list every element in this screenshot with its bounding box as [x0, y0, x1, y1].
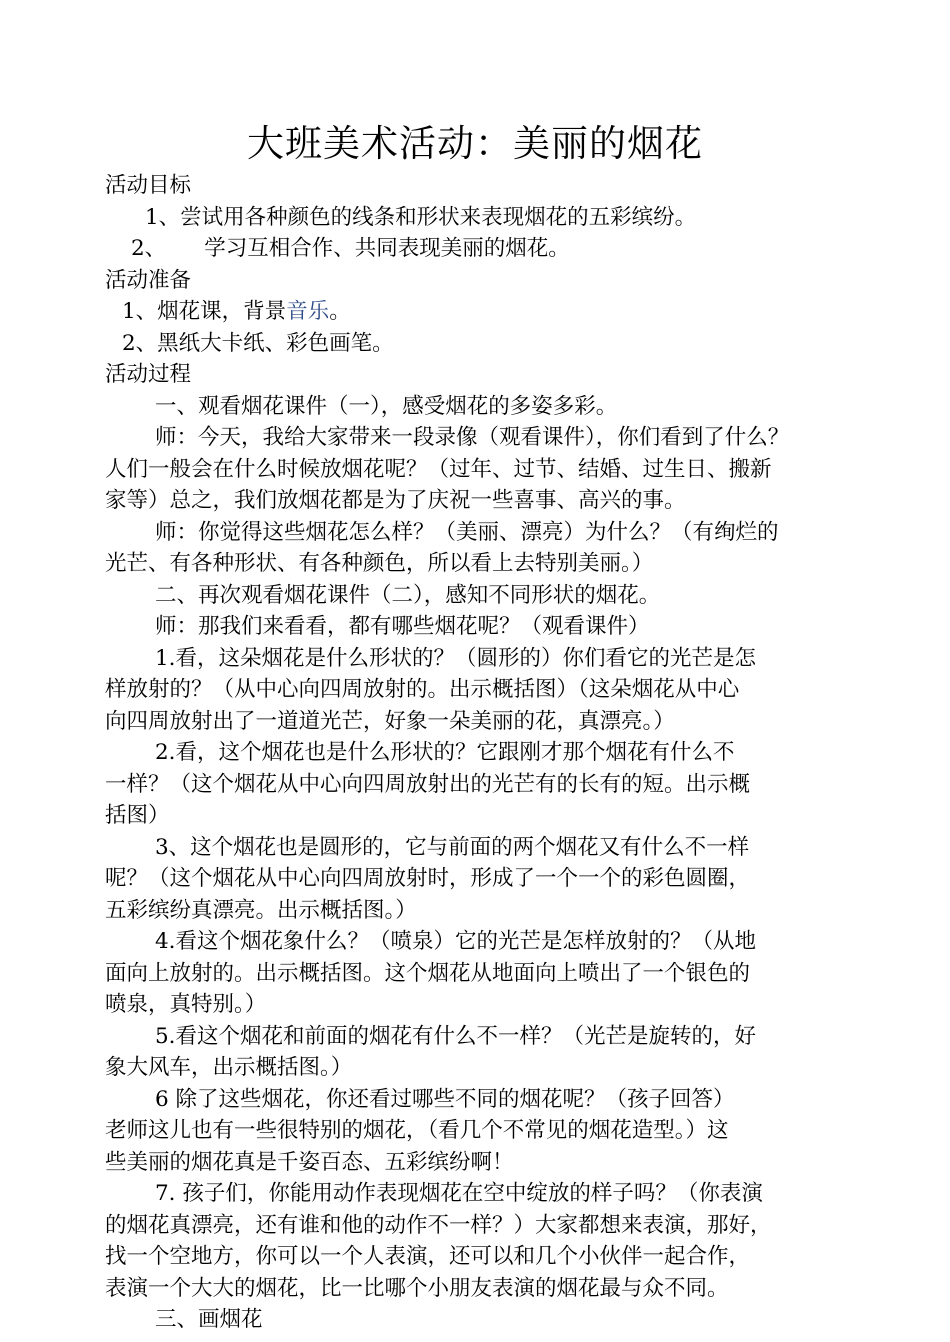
paragraph-line: 五彩缤纷真漂亮。出示概括图。） [105, 897, 417, 923]
process-heading: 活动过程 [105, 362, 192, 387]
prep-item-1-text: 1、烟花课，背景 [122, 299, 287, 324]
paragraph-line: 4.看这个烟花象什么？（喷泉）它的光芒是怎样放射的？（从地 [155, 929, 757, 954]
paragraph-line: 6 除了这些烟花，你还看过哪些不同的烟花呢？（孩子回答） [155, 1086, 735, 1112]
paragraph-line: 2.看，这个烟花也是什么形状的？它跟刚才那个烟花有什么不 [155, 740, 735, 765]
paragraph-line: 些美丽的烟花真是千姿百态、五彩缤纷啊！ [105, 1149, 514, 1175]
paragraph-line: 象大风车，出示概括图。） [105, 1055, 353, 1080]
document-title: 大班美术活动：美丽的烟花 [247, 122, 703, 165]
prep-heading: 活动准备 [105, 267, 192, 293]
paragraph-line: 喷泉，真特别。） [105, 992, 267, 1017]
goal-item-2-number: 2、 [131, 236, 167, 261]
goals-heading: 活动目标 [105, 173, 192, 198]
goal-item-1: 1、尝试用各种颜色的线条和形状来表现烟花的五彩缤纷。 [145, 204, 697, 230]
goal-item-2-text: 学习互相合作、共同表现美丽的烟花。 [204, 236, 570, 261]
paragraph-line: 面向上放射的。出示概括图。这个烟花从地面向上喷出了一个银色的 [105, 960, 751, 986]
paragraph-line: 二、再次观看烟花课件（二），感知不同形状的烟花。 [155, 582, 661, 608]
paragraph-line: 一样？（这个烟花从中心向四周放射出的光芒有的长有的短。出示概 [105, 771, 751, 797]
paragraph-line: 括图） [105, 803, 170, 828]
paragraph-line: 表演一个大大的烟花，比一比哪个小朋友表演的烟花最与众不同。 [105, 1275, 729, 1301]
paragraph-line: 三、画烟花 [155, 1307, 263, 1332]
paragraph-line: 家等）总之，我们放烟花都是为了庆祝一些喜事、高兴的事。 [105, 488, 686, 513]
paragraph-line: 光芒、有各种形状、有各种颜色，所以看上去特别美丽。） [105, 551, 654, 576]
prep-item-2: 2、黑纸大卡纸、彩色画笔。 [122, 330, 394, 356]
paragraph-line: 7. 孩子们，你能用动作表现烟花在空中绽放的样子吗？（你表演 [155, 1181, 763, 1206]
paragraph-line: 呢？（这个烟花从中心向四周放射时，形成了一个一个的彩色圆圈， [105, 866, 751, 891]
prep-item-1-end: 。 [329, 299, 351, 324]
paragraph-line: 师：你觉得这些烟花怎么样？（美丽、漂亮）为什么？（有绚烂的 [155, 519, 779, 545]
paragraph-line: 找一个空地方，你可以一个人表演，还可以和几个小伙伴一起合作， [105, 1244, 751, 1269]
document-body [105, 170, 853, 1336]
paragraph-line: 师：今天，我给大家带来一段录像（观看课件），你们看到了什么？ [155, 425, 790, 450]
prep-item-1 [105, 296, 853, 328]
music-link[interactable]: 音乐 [286, 299, 330, 324]
paragraph-line: 向四周放射出了一道道光芒，好象一朵美丽的花，真漂亮。） [105, 708, 675, 734]
paragraph-line: 老师这儿也有一些很特别的烟花，（看几个不常见的烟花造型。）这 [105, 1118, 729, 1143]
paragraph-line: 样放射的？（从中心向四周放射的。出示概括图）（这朵烟花从中心 [105, 677, 740, 702]
paragraph-line: 人们一般会在什么时候放烟花呢？（过年、过节、结婚、过生日、搬新 [105, 456, 772, 482]
paragraph-line: 5.看这个烟花和前面的烟花有什么不一样？（光芒是旋转的，好 [155, 1023, 757, 1049]
paragraph-line: 3、这个烟花也是圆形的，它与前面的两个烟花又有什么不一样 [155, 834, 750, 860]
paragraph-line: 的烟花真漂亮，还有谁和他的动作不一样？）大家都想来表演，那好， [105, 1212, 772, 1238]
paragraph-line: 1.看，这朵烟花是什么形状的？（圆形的）你们看它的光芒是怎 [155, 645, 757, 671]
paragraph-line: 师：那我们来看看，都有哪些烟花呢？（观看课件） [155, 614, 650, 639]
paragraph-line: 一、观看烟花课件（一），感受烟花的多姿多彩。 [155, 393, 618, 419]
goal-item-2 [105, 233, 853, 265]
